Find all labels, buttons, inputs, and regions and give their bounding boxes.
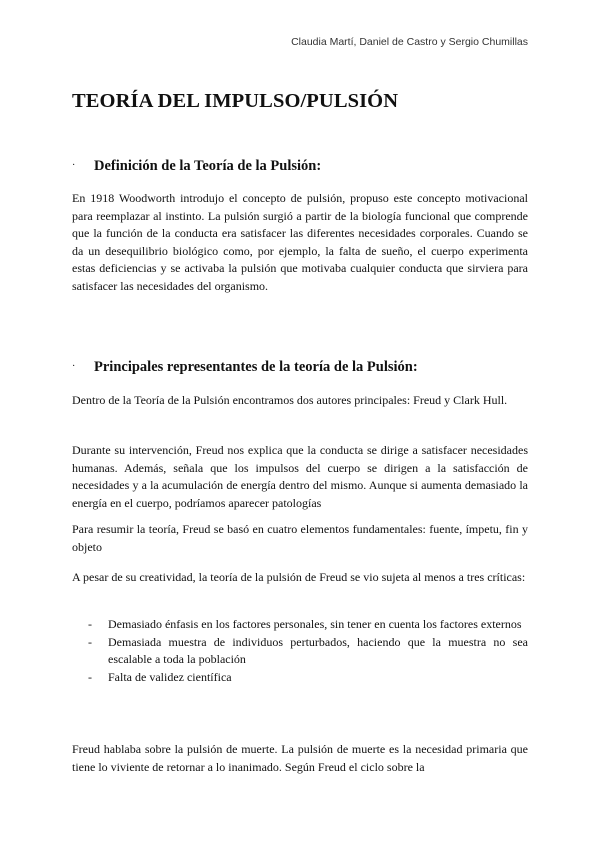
list-item: - Demasiado énfasis en los factores personales, sin tener en cuenta los factores externos <box>72 616 528 634</box>
dash-icon: - <box>88 634 92 649</box>
dash-icon: - <box>88 617 92 631</box>
paragraph-pulsion-muerte: Freud hablaba sobre la pulsión de muerte. La pulsión de muerte es la necesidad primaria que tiene lo viviente de retornar a lo inanimado. Según Freud el ciclo sobre la <box>72 742 528 774</box>
dash-icon: - <box>88 669 92 684</box>
section-heading-text: Definición de la Teoría de la Pulsión: <box>94 158 322 174</box>
paragraph-criticas: A pesar de su creatividad, la teoría de la pulsión de Freud se vio sujeta al menos a tres críticas: <box>72 570 526 584</box>
bullet-icon: · <box>72 361 76 372</box>
paragraph-definicion: En 1918 Woodworth introdujo el concepto de pulsión, propuso este concepto motivacional para reemplazar al instinto. La pulsión surgió a partir de la biología funcional que comprende que la función de la conducta era satisfacer las diferentes necesidades corporales. Cuando se da un desequilibrio biológico como, por ejemplo, la falta de sueño, el cuerpo experimenta estas deficiencias y se activaba la pulsión que motivaba cualquier conducta que sirviera para satisfacer las necesidades del organismo. <box>72 191 528 293</box>
paragraph-freud-intervencion: Durante su intervención, Freud nos explica que la conducta se dirige a satisfacer necesidades humanas. Además, señala que los impulsos del cuerpo se dirigen a la satisfacción de necesidades y a la acumulación de energía dentro del mismo. Aunque si aumenta demasiado la energía en el cuerpo, podríamos aparecer patologías <box>72 443 528 510</box>
list-item: - Falta de validez científica <box>72 669 528 687</box>
paragraph-autores: Dentro de la Teoría de la Pulsión encontramos dos autores principales: Freud y Clark Hull. <box>72 393 508 407</box>
document-title: TEORÍA DEL IMPULSO/PULSIÓN <box>72 90 399 112</box>
section-heading-representantes <box>72 359 418 376</box>
list-item: - Demasiada muestra de individuos perturbados, haciendo que la muestra no sea escalable a toda la población <box>88 634 528 666</box>
paragraph-elementos: Para resumir la teoría, Freud se basó en cuatro elementos fundamentales: fuente, ímpetu, fin y objeto <box>72 522 528 554</box>
bullet-icon: · <box>72 160 76 171</box>
page-header-authors: Claudia Martí, Daniel de Castro y Sergio Chumillas <box>291 36 528 48</box>
section-heading-text: Principales representantes de la teoría de la Pulsión: <box>94 359 418 375</box>
criticas-list <box>72 616 528 686</box>
section-heading-definicion <box>72 158 321 175</box>
